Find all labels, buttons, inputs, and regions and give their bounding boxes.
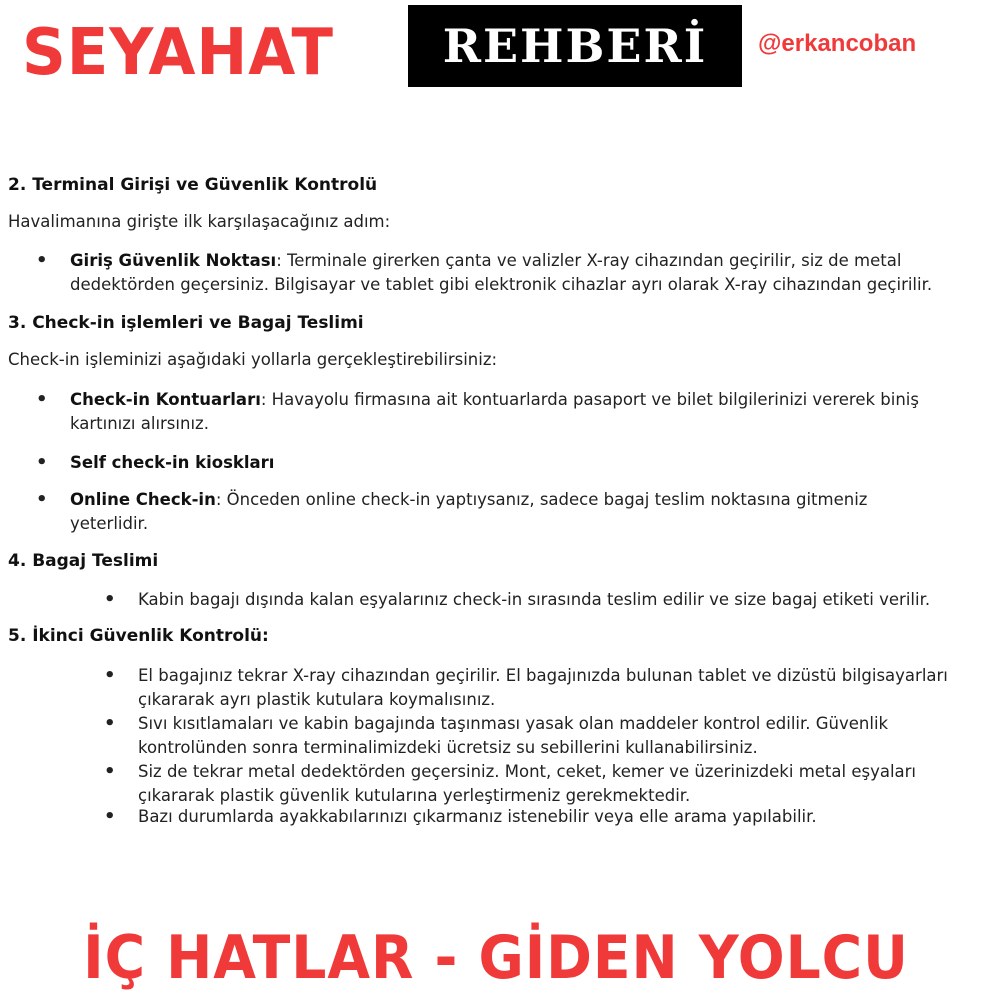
bullet-icon: • (104, 665, 116, 686)
section-5-heading: 5. İkinci Güvenlik Kontrolü: (8, 626, 269, 646)
footer-title: İÇ HATLAR - GİDEN YOLCU (83, 923, 909, 993)
list-item-text: Kabin bagajı dışında kalan eşyalarınız check-in sırasında teslim edilir ve size bagaj etiketi verilir. (138, 590, 931, 609)
list-item-text: Bazı durumlarda ayakkabılarınızı çıkarmanız istenebilir veya elle arama yapılabilir. (138, 807, 817, 826)
bullet-icon: • (36, 452, 48, 473)
list-item-text (70, 451, 274, 475)
header-box-label: REHBERİ (408, 5, 742, 87)
list-item-desc: El bagajınız tekrar X-ray cihazından geçirilir. El bagajınızda bulunan tablet ve dizüstü bilgisayarları (138, 666, 948, 685)
list-item-term: Self check-in kioskları (70, 453, 275, 472)
list-item-term: Giriş Güvenlik Noktası (70, 251, 277, 270)
list-item-desc-cont: kontrolünden sonra terminalimizdeki ücretsiz su sebillerini kullanabilirsiniz. (138, 738, 758, 757)
section-2-heading: 2. Terminal Girişi ve Güvenlik Kontrolü (8, 175, 378, 195)
list-item-term: Online Check-in (70, 490, 216, 509)
list-item-desc-cont: kartınızı alırsınız. (70, 414, 209, 433)
list-item-text (138, 712, 888, 760)
list-item-desc-cont: çıkararak plastik güvenlik kutularına yerleştirmeniz gerekmektedir. (138, 786, 691, 805)
list-item-desc: Siz de tekrar metal dedektörden geçersiniz. Mont, ceket, kemer ve üzerinizdeki metal eşyaları (138, 762, 917, 781)
list-item-desc: : Önceden online check-in yaptıysanız, sadece bagaj teslim noktasına gitmeniz (215, 490, 868, 509)
header-title: SEYAHAT (22, 16, 334, 90)
section-2-intro: Havalimanına girişte ilk karşılaşacağınız adım: (8, 212, 391, 231)
bullet-icon: • (104, 589, 116, 610)
list-item-term: Check-in Kontuarları (70, 390, 261, 409)
bullet-icon: • (36, 389, 48, 410)
bullet-icon: • (104, 761, 116, 782)
list-item-text (138, 760, 916, 808)
list-item-text (70, 488, 867, 536)
list-item-desc-cont: yeterlidir. (70, 514, 149, 533)
section-4-heading: 4. Bagaj Teslimi (8, 551, 159, 571)
author-handle: @erkancoban (758, 30, 917, 57)
bullet-icon: • (104, 713, 116, 734)
list-item-desc: : Havayolu firmasına ait kontuarlarda pasaport ve bilet bilgilerinizi vererek biniş (260, 390, 919, 409)
list-item-desc-cont: çıkararak ayrı plastik kutulara koymalısınız. (138, 690, 496, 709)
list-item-text (70, 388, 919, 436)
section-3-intro: Check-in işleminizi aşağıdaki yollarla gerçekleştirebilirsiniz: (8, 350, 498, 369)
list-item-desc-cont: dedektörden geçersiniz. Bilgisayar ve tablet gibi elektronik cihazlar ayrı olarak X-ray cihazından geçirilir. (70, 275, 933, 294)
bullet-icon: • (36, 489, 48, 510)
list-item-text (138, 664, 948, 712)
list-item-text (70, 249, 932, 297)
list-item-desc: : Terminale girerken çanta ve valizler X-ray cihazından geçirilir, siz de metal (276, 251, 902, 270)
section-3-heading: 3. Check-in işlemleri ve Bagaj Teslimi (8, 313, 364, 333)
bullet-icon: • (104, 806, 116, 827)
bullet-icon: • (36, 250, 48, 271)
list-item-desc: Sıvı kısıtlamaları ve kabin bagajında taşınması yasak olan maddeler kontrol edilir. Güvenlik (138, 714, 889, 733)
